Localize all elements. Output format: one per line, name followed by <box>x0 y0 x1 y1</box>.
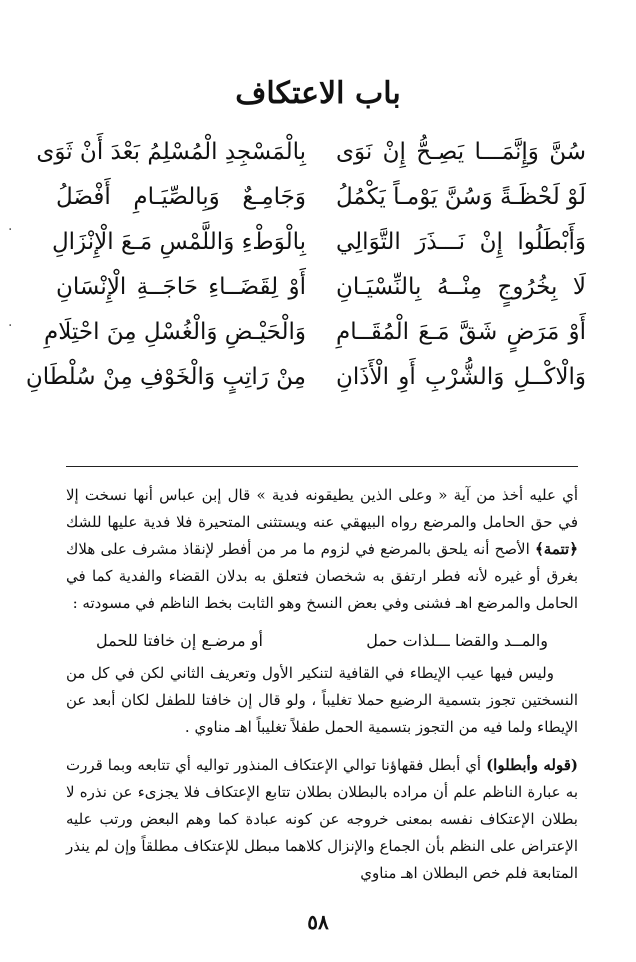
page-number: ٥٨ <box>307 910 329 934</box>
verse-row <box>51 222 586 267</box>
commentary-text: أي عليه أخذ من آية « وعلى الذين يطيقونه فدية » قال إبن عباس أنها نسخت إلا في حق الحامل والمرضع رواه البيهقي عنه ويستثنى المتحيرة فلا فدية عليها للشك <box>66 486 578 531</box>
commentary-heading: (قوله وأبطلوا) <box>486 756 578 774</box>
verse-row <box>56 267 586 312</box>
commentary-text: الأصح أنه يلحق بالمرضع في لزوم ما مر من أفطر لإنقاذ مشرف على هلاك بغرق أو غيره لأنه فطر ارتفق به شخصان فتعلق به بدلان القضاء والفدية كما في الحامل والمرضع اهـ فشنى وفي بعض النسخ وهو الثابت بخط الناظم في مسودته : <box>66 540 578 612</box>
verse-second-hemistich: وَالْحَيْـضِ وَالْغُسْلِ مِنَ احْتِلَامِ <box>43 319 306 345</box>
commentary-text: أي أبطل فقهاؤنا توالي الإعتكاف المنذور تواليه أي تتابعه وبما قررت به عبارة الناظم علم أن مراده بالبطلان بطلان تتابع الإعتكاف فلا يجزىء عن نذره لا بطلان الإعتكاف نفسه بمعنى خروجه عن كونه عبادة كما وهم البعض ورتب عليه الإعتراض على النظم بأن الجماع والإنزال كلاهما مبطل للإعتكاف مطلقاً وإن لم ينذر المتابعة فلم خص البطلان اهـ مناوي <box>66 756 578 882</box>
verse-second-hemistich: أَوْ لِقَضَــاءِ حَاجَــةِ الْإِنْسَانِ <box>56 274 306 300</box>
verse-second-hemistich: وَجَامِـعٌ وَبِالصِّيَـامِ أَفْضَلُ <box>56 184 306 210</box>
verse-first-hemistich: أَوْ مَرَضٍ شَقَّ مَـعَ الْمُقَــامِ <box>336 319 586 345</box>
verse-row <box>25 357 586 402</box>
commentary-text: وليس فيها عيب الإيطاء في القافية لتنكير الأول وتعريف الثاني لكن في كل من النسختين تجوز بتسمية الرضيع حملا تغليباً ، ولو قال إن خافتا للطفل لكان أبعد عن الإيطاء ولما فيه من التجوز بتسمية الحمل طفلاً تغليباً اهـ مناوي . <box>66 664 578 736</box>
footnote-separator <box>66 466 578 467</box>
verse-second-hemistich: مِنْ رَاتِبٍ وَالْخَوْفِ مِنْ سُلْطَانِ <box>25 364 306 390</box>
verse-first-hemistich: لَا بِخُرُوجٍ مِنْــهُ بِالنِّسْيَـانِ <box>336 274 586 300</box>
verse-second-hemistich: بِالْمَسْجِدِ الْمُسْلِمُ بَعْدَ أَنْ ثَوَى <box>36 139 306 165</box>
quoted-verse-second: أو مرضـع إن خافتا للحمل <box>96 631 263 650</box>
verse-first-hemistich: وَأَبْطَلُوا إِنْ نَـــذَرَ التَّوَالِي <box>336 229 586 255</box>
verse-row <box>43 312 586 357</box>
margin-mark: · <box>8 222 13 238</box>
verse-first-hemistich: لَوْ لَحْظَـةً وَسُنَّ يَوْمـاً يَكْمُلُ <box>336 184 586 210</box>
commentary-paragraph <box>66 752 578 887</box>
quoted-verse-first: والمــد والقضا ـــلذات حمل <box>366 631 548 650</box>
verse-row <box>56 177 586 222</box>
commentary-paragraph <box>66 660 578 741</box>
verse-row <box>36 132 586 177</box>
commentary-heading: ﴿تتمة﴾ <box>535 540 578 558</box>
verse-first-hemistich: سُنَّ وَإِنَّمَـــا يَصِـحُّ إِنْ نَوَى <box>336 139 586 165</box>
verse-block <box>25 132 586 402</box>
quoted-verse <box>96 626 548 656</box>
chapter-title: باب الاعتكاف <box>235 76 401 111</box>
commentary-paragraph <box>66 482 578 617</box>
verse-second-hemistich: بِالْوَطْءِ وَاللَّمْسِ مَـعَ الْإِنْزَالِ <box>51 229 306 255</box>
verse-first-hemistich: وَالْاكْــلِ وَالشُّرْبِ أَوِ الْأَذَانِ <box>336 364 586 390</box>
margin-mark: · <box>8 318 13 334</box>
